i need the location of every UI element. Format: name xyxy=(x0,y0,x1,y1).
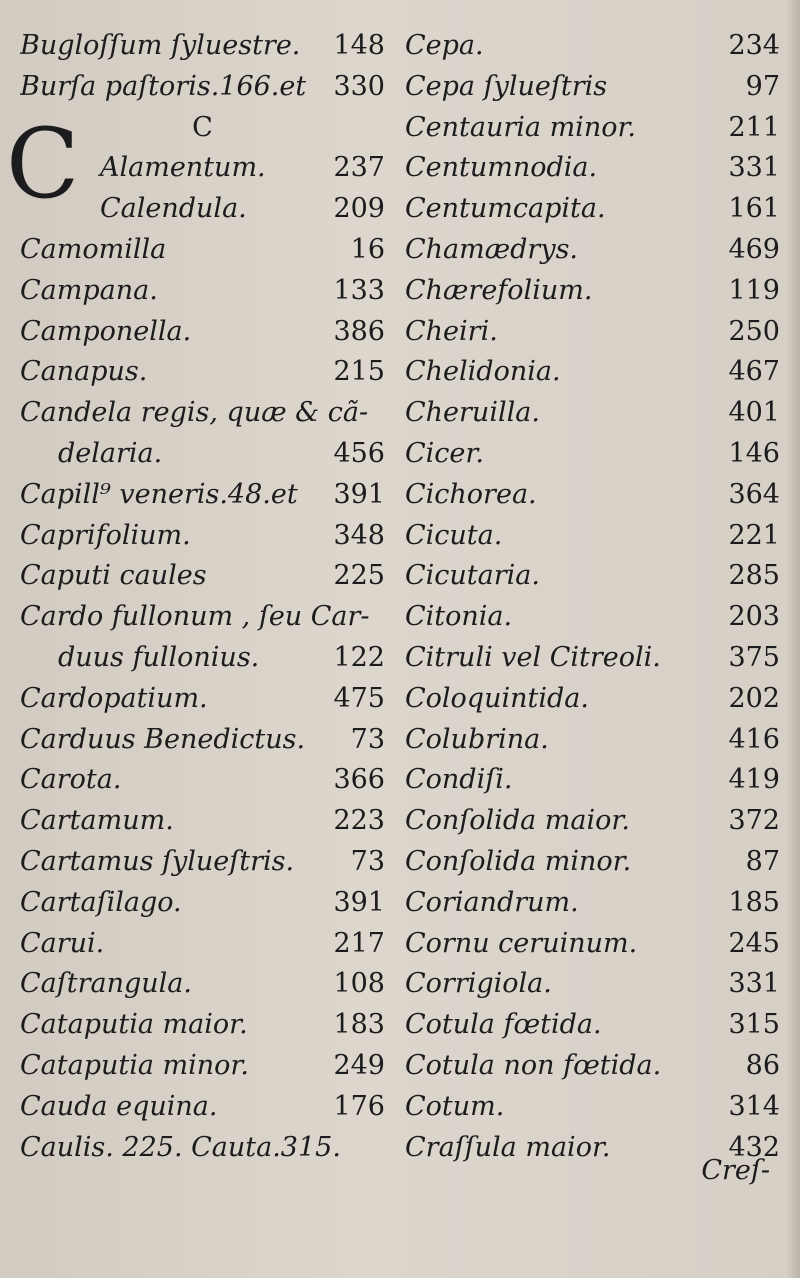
index-entry xyxy=(20,1046,385,1087)
entry-term: Cornu ceruinum. xyxy=(405,927,638,959)
index-entry xyxy=(405,679,780,720)
entry-term: Centumnodia. xyxy=(405,152,598,184)
entry-term: Cartamum. xyxy=(20,805,174,837)
index-entry xyxy=(20,189,385,230)
index-entry xyxy=(405,148,780,189)
entry-term: Citruli vel Citreoli. xyxy=(405,641,661,673)
index-entry xyxy=(20,597,385,638)
index-entry xyxy=(20,230,385,271)
entry-page-number: 245 xyxy=(728,927,780,959)
entry-term: Carui. xyxy=(20,927,105,959)
entry-page-number: 234 xyxy=(728,30,780,61)
entry-page-number: 416 xyxy=(728,723,780,755)
entry-page-number: 119 xyxy=(728,274,780,306)
index-entry xyxy=(405,801,780,842)
index-entry xyxy=(405,189,780,230)
entry-term: Centumcapita. xyxy=(405,193,606,225)
entry-page-number: 419 xyxy=(728,764,780,796)
entry-term: Corrigiola. xyxy=(405,968,552,1000)
entry-term: Cotula fœtida. xyxy=(405,1009,602,1041)
section-letter-text: C xyxy=(192,111,213,143)
entry-term: Caulis. 225. Cauta.315. xyxy=(20,1131,341,1163)
entry-term: Candela regis, quæ & cã- xyxy=(20,397,369,429)
entry-term: Cheruilla. xyxy=(405,397,540,429)
entry-term: Carota. xyxy=(20,764,122,796)
index-entry xyxy=(405,1005,780,1046)
index-entry xyxy=(405,720,780,761)
entry-term: Alamentum. xyxy=(100,152,266,184)
entry-page-number: 469 xyxy=(728,233,780,265)
entry-term: Cardo fullonum , ſeu Car- xyxy=(20,601,370,633)
entry-page-number: 314 xyxy=(728,1090,780,1122)
entry-term: Centauria minor. xyxy=(405,111,636,143)
index-entry xyxy=(20,434,385,475)
entry-term: Conſolida minor. xyxy=(405,845,632,877)
entry-page-number: 16 xyxy=(350,233,385,265)
entry-term: Conſolida maior. xyxy=(405,805,630,837)
entry-page-number: 375 xyxy=(728,641,780,673)
entry-term: Colubrina. xyxy=(405,723,549,755)
section-letter xyxy=(20,108,385,149)
index-entry xyxy=(405,67,780,108)
index-entry xyxy=(405,964,780,1005)
index-entry xyxy=(20,516,385,557)
entry-page-number: 97 xyxy=(745,70,780,102)
entry-page-number: 73 xyxy=(350,845,385,877)
entry-page-number: 348 xyxy=(333,519,385,551)
entry-page-number: 331 xyxy=(728,968,780,1000)
entry-term: Cepa ſylueſtris xyxy=(405,70,608,102)
entry-page-number: 285 xyxy=(728,560,780,592)
index-entry xyxy=(405,271,780,312)
entry-page-number: 225 xyxy=(333,560,385,592)
entry-page-number: 209 xyxy=(333,193,385,225)
index-entry xyxy=(405,638,780,679)
entry-term: Cicer. xyxy=(405,437,484,469)
entry-term: Carduus Benedictus. xyxy=(20,723,306,755)
index-entry xyxy=(20,26,385,67)
index-entry xyxy=(405,924,780,965)
entry-term: Caſtrangula. xyxy=(20,968,192,1000)
entry-page-number: 221 xyxy=(728,519,780,551)
entry-term: Cartaſilago. xyxy=(20,886,182,918)
index-entry xyxy=(405,26,780,67)
entry-page-number: 315 xyxy=(728,1009,780,1041)
entry-page-number: 215 xyxy=(333,356,385,388)
index-entry xyxy=(405,516,780,557)
entry-page-number: 223 xyxy=(333,805,385,837)
entry-term: Caputi caules xyxy=(20,560,207,592)
entry-page-number: 372 xyxy=(728,805,780,837)
entry-term: Cotum. xyxy=(405,1090,505,1122)
index-entry xyxy=(405,760,780,801)
index-entry xyxy=(20,883,385,924)
entry-term: Citonia. xyxy=(405,601,513,633)
entry-term: Cicutaria. xyxy=(405,560,540,592)
entry-term: Camponella. xyxy=(20,315,192,347)
entry-page-number: 330 xyxy=(333,70,385,102)
index-entry xyxy=(405,556,780,597)
index-entry xyxy=(20,271,385,312)
entry-page-number: 467 xyxy=(728,356,780,388)
entry-page-number: 386 xyxy=(333,315,385,347)
entry-page-number: 161 xyxy=(728,193,780,225)
entry-page-number: 73 xyxy=(350,723,385,755)
index-entry xyxy=(20,556,385,597)
entry-term: Coloquintida. xyxy=(405,682,589,714)
index-entry xyxy=(405,883,780,924)
entry-term: Cartamus ſylueſtris. xyxy=(20,845,295,877)
entry-page-number: 86 xyxy=(745,1049,780,1081)
entry-term: Camomilla xyxy=(20,233,167,265)
right-column xyxy=(405,26,780,1168)
left-column xyxy=(20,26,385,1168)
entry-term: Caprifolium. xyxy=(20,519,191,551)
index-entry xyxy=(405,352,780,393)
entry-term: Craſſula maior. xyxy=(405,1131,611,1163)
index-entry xyxy=(20,148,385,189)
entry-page-number: 456 xyxy=(333,437,385,469)
entry-page-number: 202 xyxy=(728,682,780,714)
entry-page-number: 331 xyxy=(728,152,780,184)
entry-term: Cicuta. xyxy=(405,519,503,551)
entry-page-number: 237 xyxy=(333,152,385,184)
index-entry xyxy=(20,352,385,393)
entry-page-number: 475 xyxy=(333,682,385,714)
index-entry xyxy=(20,842,385,883)
index-entry xyxy=(20,638,385,679)
entry-term: Chelidonia. xyxy=(405,356,561,388)
index-entry xyxy=(20,720,385,761)
index-entry xyxy=(20,1005,385,1046)
index-entry xyxy=(405,1087,780,1128)
entry-page-number: 249 xyxy=(333,1049,385,1081)
index-entry xyxy=(20,1087,385,1128)
index-entry xyxy=(405,230,780,271)
page-edge xyxy=(786,0,800,1278)
entry-term: Canapus. xyxy=(20,356,148,388)
index-entry xyxy=(405,393,780,434)
entry-page-number: 176 xyxy=(333,1090,385,1122)
entry-term: Cepa. xyxy=(405,30,484,61)
entry-page-number: 183 xyxy=(333,1009,385,1041)
entry-term: Cotula non fœtida. xyxy=(405,1049,662,1081)
entry-term: Condiſi. xyxy=(405,764,513,796)
entry-page-number: 211 xyxy=(728,111,780,143)
entry-term: Coriandrum. xyxy=(405,886,579,918)
entry-term: Calendula. xyxy=(100,193,247,225)
entry-page-number: 366 xyxy=(333,764,385,796)
entry-page-number: 87 xyxy=(745,845,780,877)
entry-page-number: 401 xyxy=(728,397,780,429)
index-entry xyxy=(20,393,385,434)
index-entry xyxy=(405,475,780,516)
entry-term: duus fullonius. xyxy=(58,641,260,673)
entry-term: Cauda equina. xyxy=(20,1090,218,1122)
index-entry xyxy=(405,1046,780,1087)
index-entry xyxy=(405,108,780,149)
entry-term: Bugloſſum ſyluestre. xyxy=(20,30,301,61)
entry-page-number: 185 xyxy=(728,886,780,918)
entry-term: Cichorea. xyxy=(405,478,537,510)
entry-page-number: 391 xyxy=(333,886,385,918)
index-entry xyxy=(405,597,780,638)
entry-term: Cardopatium. xyxy=(20,682,208,714)
entry-page-number: 148 xyxy=(333,30,385,61)
entry-term: delaria. xyxy=(58,437,163,469)
entry-page-number: 133 xyxy=(333,274,385,306)
entry-page-number: 364 xyxy=(728,478,780,510)
index-entry xyxy=(20,312,385,353)
entry-term: Chamædrys. xyxy=(405,233,579,265)
entry-term: Cataputia minor. xyxy=(20,1049,249,1081)
entry-term: Campana. xyxy=(20,274,158,306)
index-entry xyxy=(405,312,780,353)
entry-term: Burſa paſtoris.166.et xyxy=(20,70,307,102)
entry-term: Chærefolium. xyxy=(405,274,593,306)
index-entry xyxy=(20,67,385,108)
index-entry xyxy=(20,924,385,965)
index-entry xyxy=(20,679,385,720)
catchword: Creſ- xyxy=(701,1155,770,1186)
index-entry xyxy=(20,1128,385,1169)
entry-page-number: 432 xyxy=(728,1131,780,1163)
index-entry xyxy=(20,475,385,516)
entry-page-number: 391 xyxy=(333,478,385,510)
entry-term: Cataputia maior. xyxy=(20,1009,248,1041)
entry-page-number: 217 xyxy=(333,927,385,959)
index-entry xyxy=(405,434,780,475)
entry-term: Cheiri. xyxy=(405,315,498,347)
index-entry xyxy=(20,964,385,1005)
index-entry xyxy=(20,801,385,842)
entry-page-number: 203 xyxy=(728,601,780,633)
entry-term: Capill⁹ veneris.48.et xyxy=(20,478,298,510)
entry-page-number: 250 xyxy=(728,315,780,347)
entry-page-number: 108 xyxy=(333,968,385,1000)
index-entry xyxy=(20,760,385,801)
index-entry xyxy=(405,842,780,883)
entry-page-number: 146 xyxy=(728,437,780,469)
entry-page-number: 122 xyxy=(333,641,385,673)
dropcap-letter: C xyxy=(6,108,80,220)
